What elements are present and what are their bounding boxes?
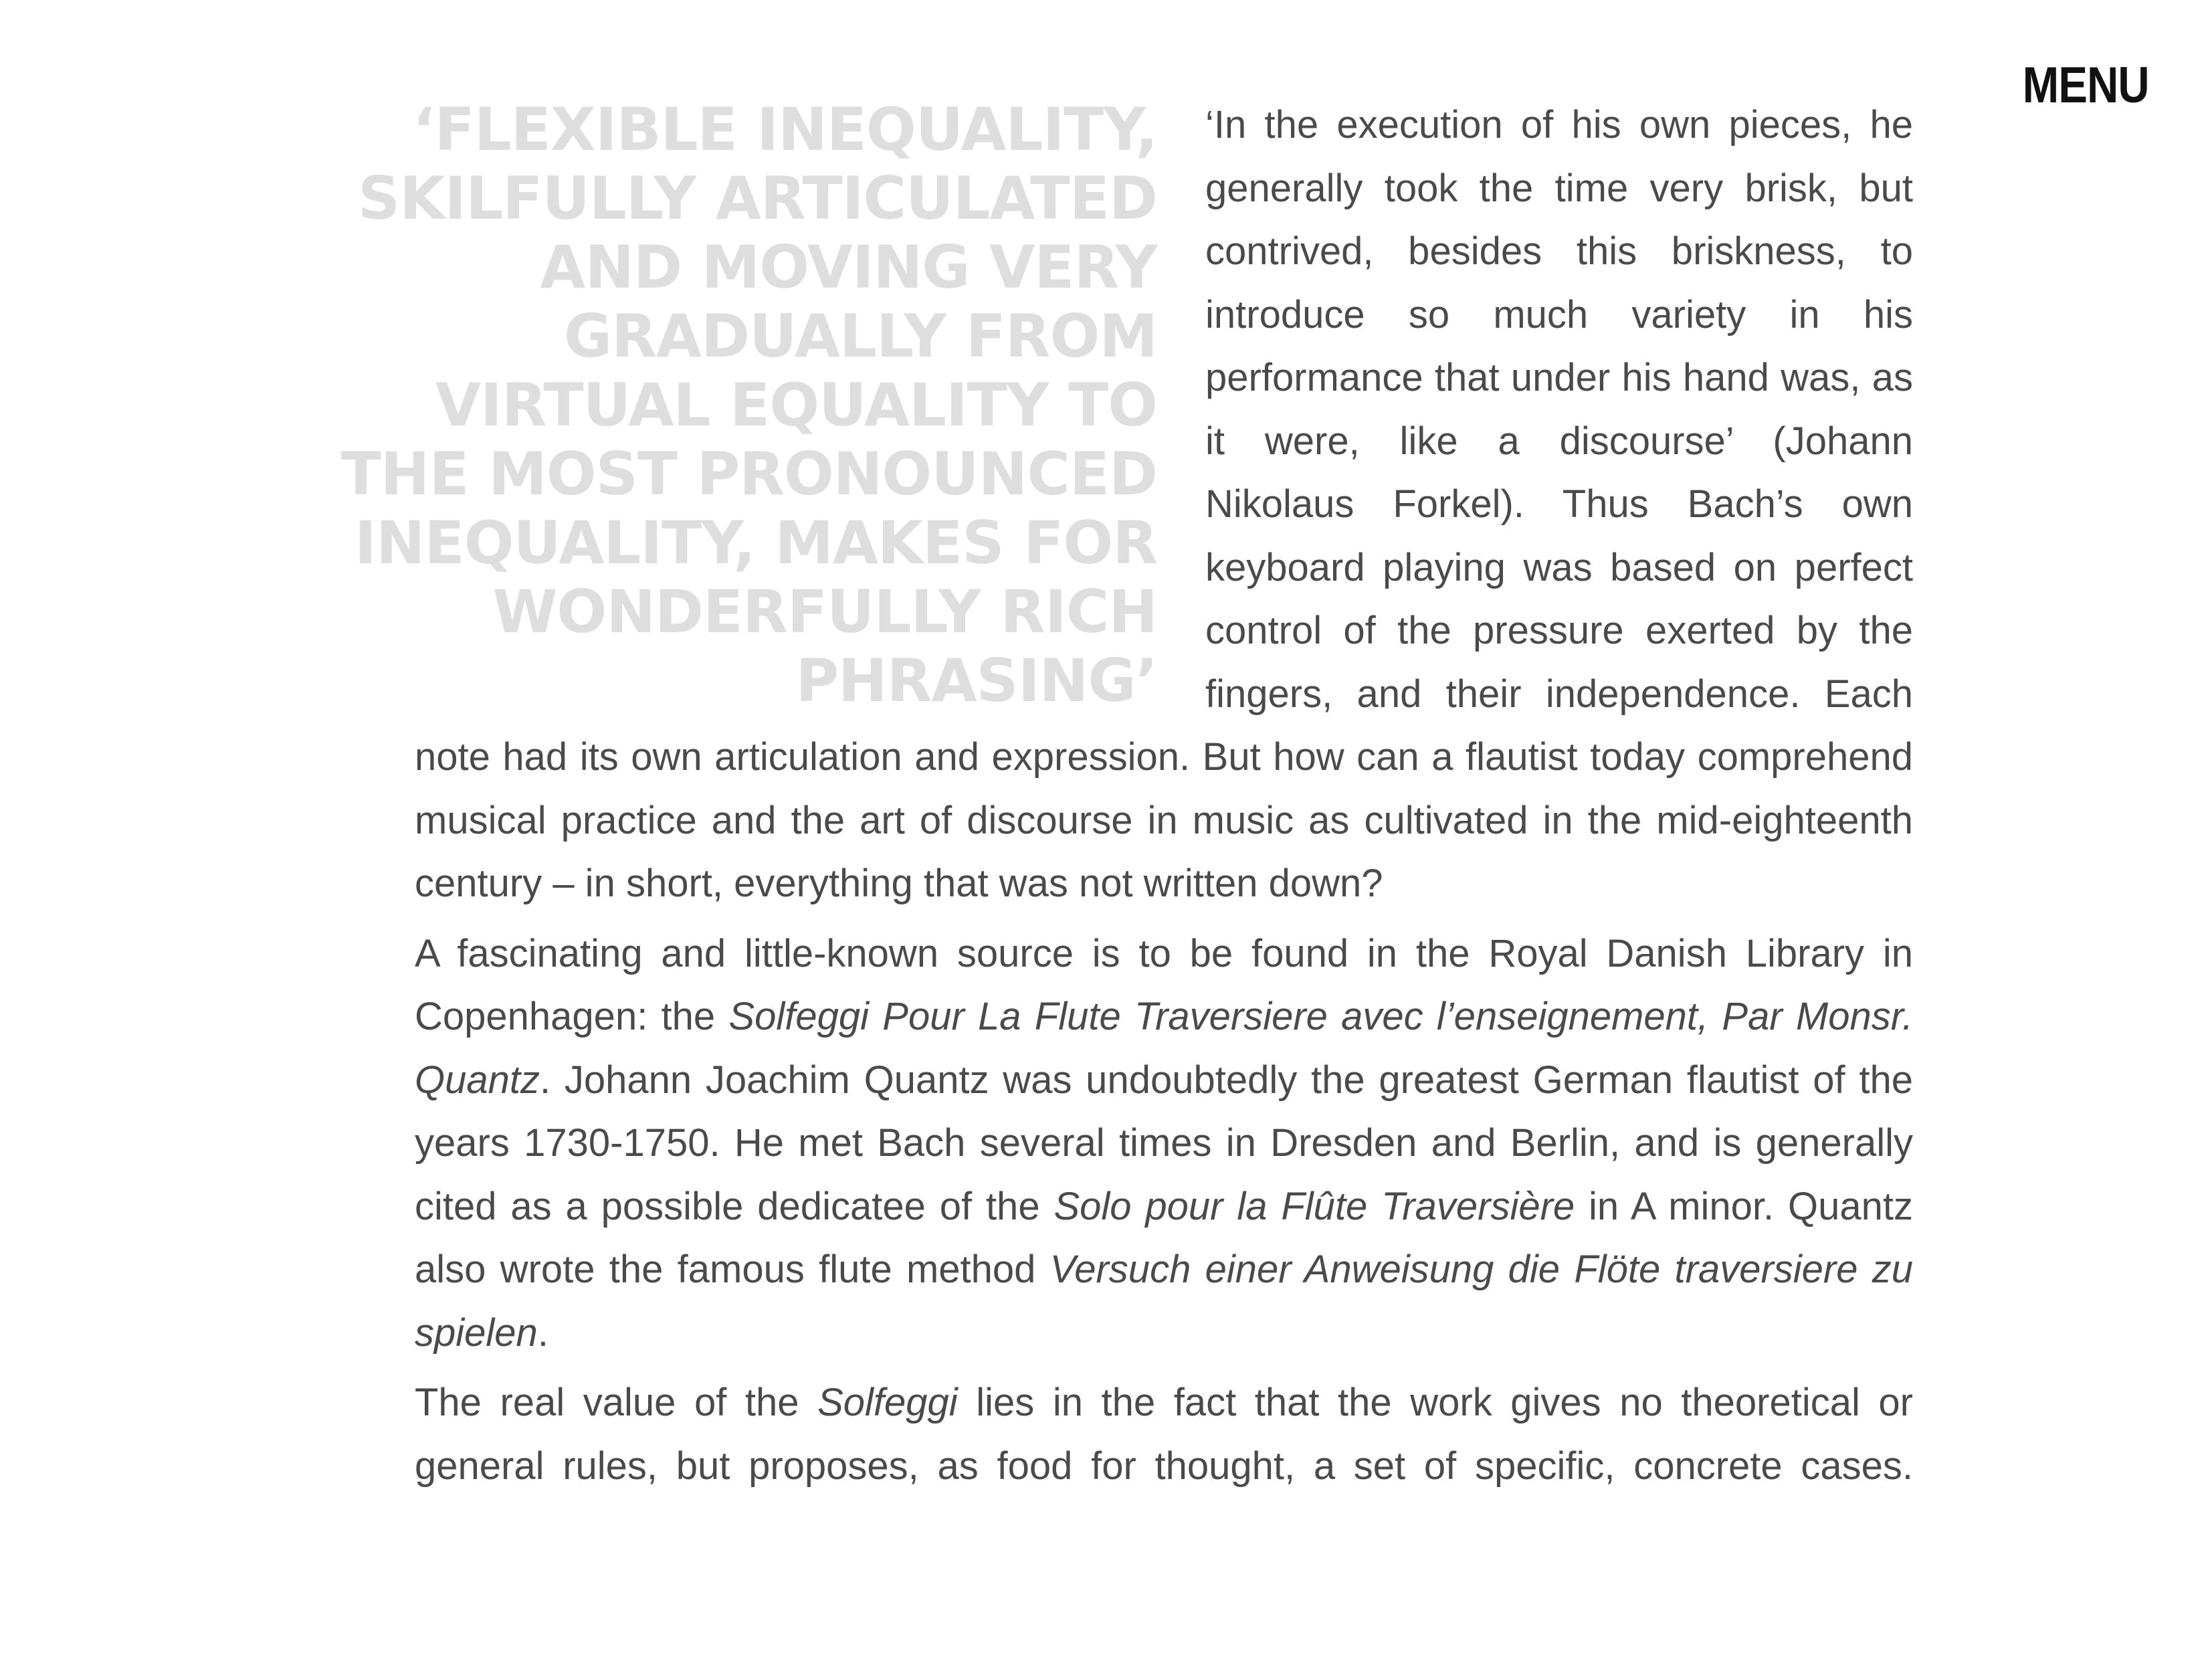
paragraph-3-text-2: lies in the fact that the work gives no theoretical or general rules, but proposes, as food for thought, a set of specific, concrete cases. [415,1381,1913,1488]
paragraph-3 [415,1371,1913,1498]
solfeggi-title: Solfeggi Pour La Flute Traversiere avec l’enseignement, Par Monsr. Quantz [415,995,1914,1102]
solfeggi-short-title: Solfeggi [817,1381,958,1424]
paragraph-2-text-3: in A minor. Quantz also wrote the famous flute method [415,1184,1914,1291]
solo-title: Solo pour la Flûte Traversière [1053,1184,1575,1228]
pull-quote: ‘FLEXIBLE INEQUALITY, SKILFULLY ARTICULATED AND MOVING VERY GRADUALLY FROM VIRTUAL EQUALITY TO THE MOST PRONOUNCED INEQUALITY, MAKES FOR WONDERFULLY RICH PHRASING’ [340,95,1157,715]
menu-button[interactable]: MENU [2022,57,2149,114]
paragraph-2-text-2: . Johann Joachim Quantz was undoubtedly the greatest German flautist of the years 1730-1750. He met Bach several times in Dresden and Berlin, and is generally cited as a possible dedicatee of the [415,1058,1913,1228]
paragraph-2 [415,922,1913,1365]
versuch-title: Versuch einer Anweisung die Flöte traversiere zu spielen [415,1248,1914,1355]
paragraph-3-text-1: The real value of the [415,1381,818,1424]
article-body [340,94,1914,1504]
paragraph-2-text-4: . [537,1310,548,1355]
paragraph-2-text-1: A fascinating and little-known source is to be found in the Royal Danish Library in Copenhagen: the [415,931,1913,1038]
paragraph-1-text: ‘In the execution of his own pieces, he generally took the time very brisk, but contrived, besides this briskness, to introduce so much variety in his performance that under his hand was, as it were, like a discourse’ (Johann Nikolaus Forkel). Thus Bach’s own keyboard playing was based on perfect control of the pressure exerted by the fingers, and their independence. Each note had its own articulation and expression. But how can a flautist today comprehend musical practice and the art of discourse in music as cultivated in the mid-eighteenth century – in short, everything that was not written down? [415,103,1913,905]
